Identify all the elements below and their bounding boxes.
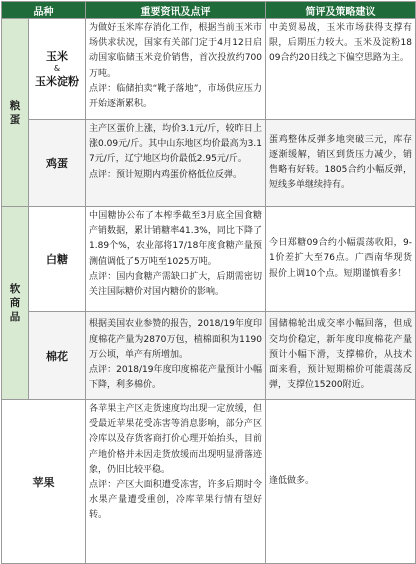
variety-corn-starch-label: 玉米淀粉 — [35, 75, 79, 88]
variety-sugar: 白糖 — [29, 207, 86, 312]
variety-egg: 鸡蛋 — [29, 120, 86, 207]
variety-corn-label: 玉米 — [46, 50, 68, 63]
table-header-row — [2, 2, 416, 19]
news-cotton: 根据美国农业参赞的报告，2018/19年度印度棉花产量为2870万包，植棉面积为1190万公顷，单产有所增加。 点评：2018/19年度印度棉花产量预计小幅下降，利多棉价。 — [86, 312, 266, 400]
table-row-apple — [2, 400, 416, 564]
news-egg: 主产区蛋价上涨，均价3.1元/斤，较昨日上涨0.09元/斤。其中山东地区均价最高为3.17元/斤，辽宁地区均价最低2.95元/斤。 点评：预计短期内鸡蛋价格低位反弹。 — [86, 120, 266, 207]
report-table-container — [1, 1, 415, 562]
variety-corn — [29, 19, 86, 120]
variety-cotton: 棉花 — [29, 312, 86, 400]
variety-apple: 苹果 — [2, 400, 86, 564]
table-row-egg — [2, 120, 416, 207]
news-corn: 为做好玉米库存消化工作，根据当前玉米市场供求状况，国家有关部门定于4月12日启动国家临储玉米竞价销售，首次投放约700万吨。 点评：临储拍卖“靴子落地”，市场供应压力开始逐渐累积。 — [86, 19, 266, 120]
category-grain-egg — [2, 19, 29, 207]
table-row-corn — [2, 19, 416, 120]
category-label: 软商品 — [9, 283, 21, 323]
review-sugar: 今日郑糖09合约小幅震荡收阳，9-1价差扩大至76点。广西南华现货报价上调10个点。短期谨慎看多！ — [266, 207, 416, 312]
table-row-cotton — [2, 312, 416, 400]
variety-ampersand: & — [53, 64, 61, 73]
header-news: 重要资讯及点评 — [86, 2, 266, 19]
review-cotton: 国储棉轮出成交率小幅回落，但成交均价稳定，新年度印度棉花产量预计小幅下滑，支撑棉价，从技术面来看，预计短期棉价可能震荡反弹，支撑位15200附近。 — [266, 312, 416, 400]
header-variety: 品种 — [2, 2, 86, 19]
review-corn: 中美贸易战，玉米市场获得支撑有限，后期压力较大。玉米及淀粉1809合约20日线之下偏空思路为主。 — [266, 19, 416, 120]
review-egg: 蛋鸡整体反弹多地突破三元，库存逐渐缓解，销区到货压力减少，销售略有好转。1805合约小幅反弹，短线多单继续持有。 — [266, 120, 416, 207]
table-row-sugar — [2, 207, 416, 312]
category-soft-commodity — [2, 207, 29, 400]
header-review: 简评及策略建议 — [266, 2, 416, 19]
commodity-review-table — [1, 1, 416, 564]
news-sugar: 中国糖协公布了本榨季截至3月底全国食糖产销数据，累计销糖率41.3%，同比下降了1.89个%，农业部将17/18年度食糖产量预测值调低了5万吨至1025万吨。 点评：国内食糖产需缺口扩大，后期需密切关注国际糖价对国内糖价的影响。 — [86, 207, 266, 312]
news-apple: 各苹果主产区走货速度均出现一定放缓，但受最近苹果花受冻害等消息影响，部分产区冷库以及存货客商打价心理开始抬头，目前产地价格并未因走货放缓而出现明显滑落迹象，仍旧比较平稳。 点评：产区大面积遭受冻害，许多后期时令水果产量遭受重创，冷库苹果行情有望好转。 — [86, 400, 266, 564]
category-label: 粮蛋 — [9, 99, 21, 126]
review-apple: 逢低做多。 — [266, 400, 416, 564]
